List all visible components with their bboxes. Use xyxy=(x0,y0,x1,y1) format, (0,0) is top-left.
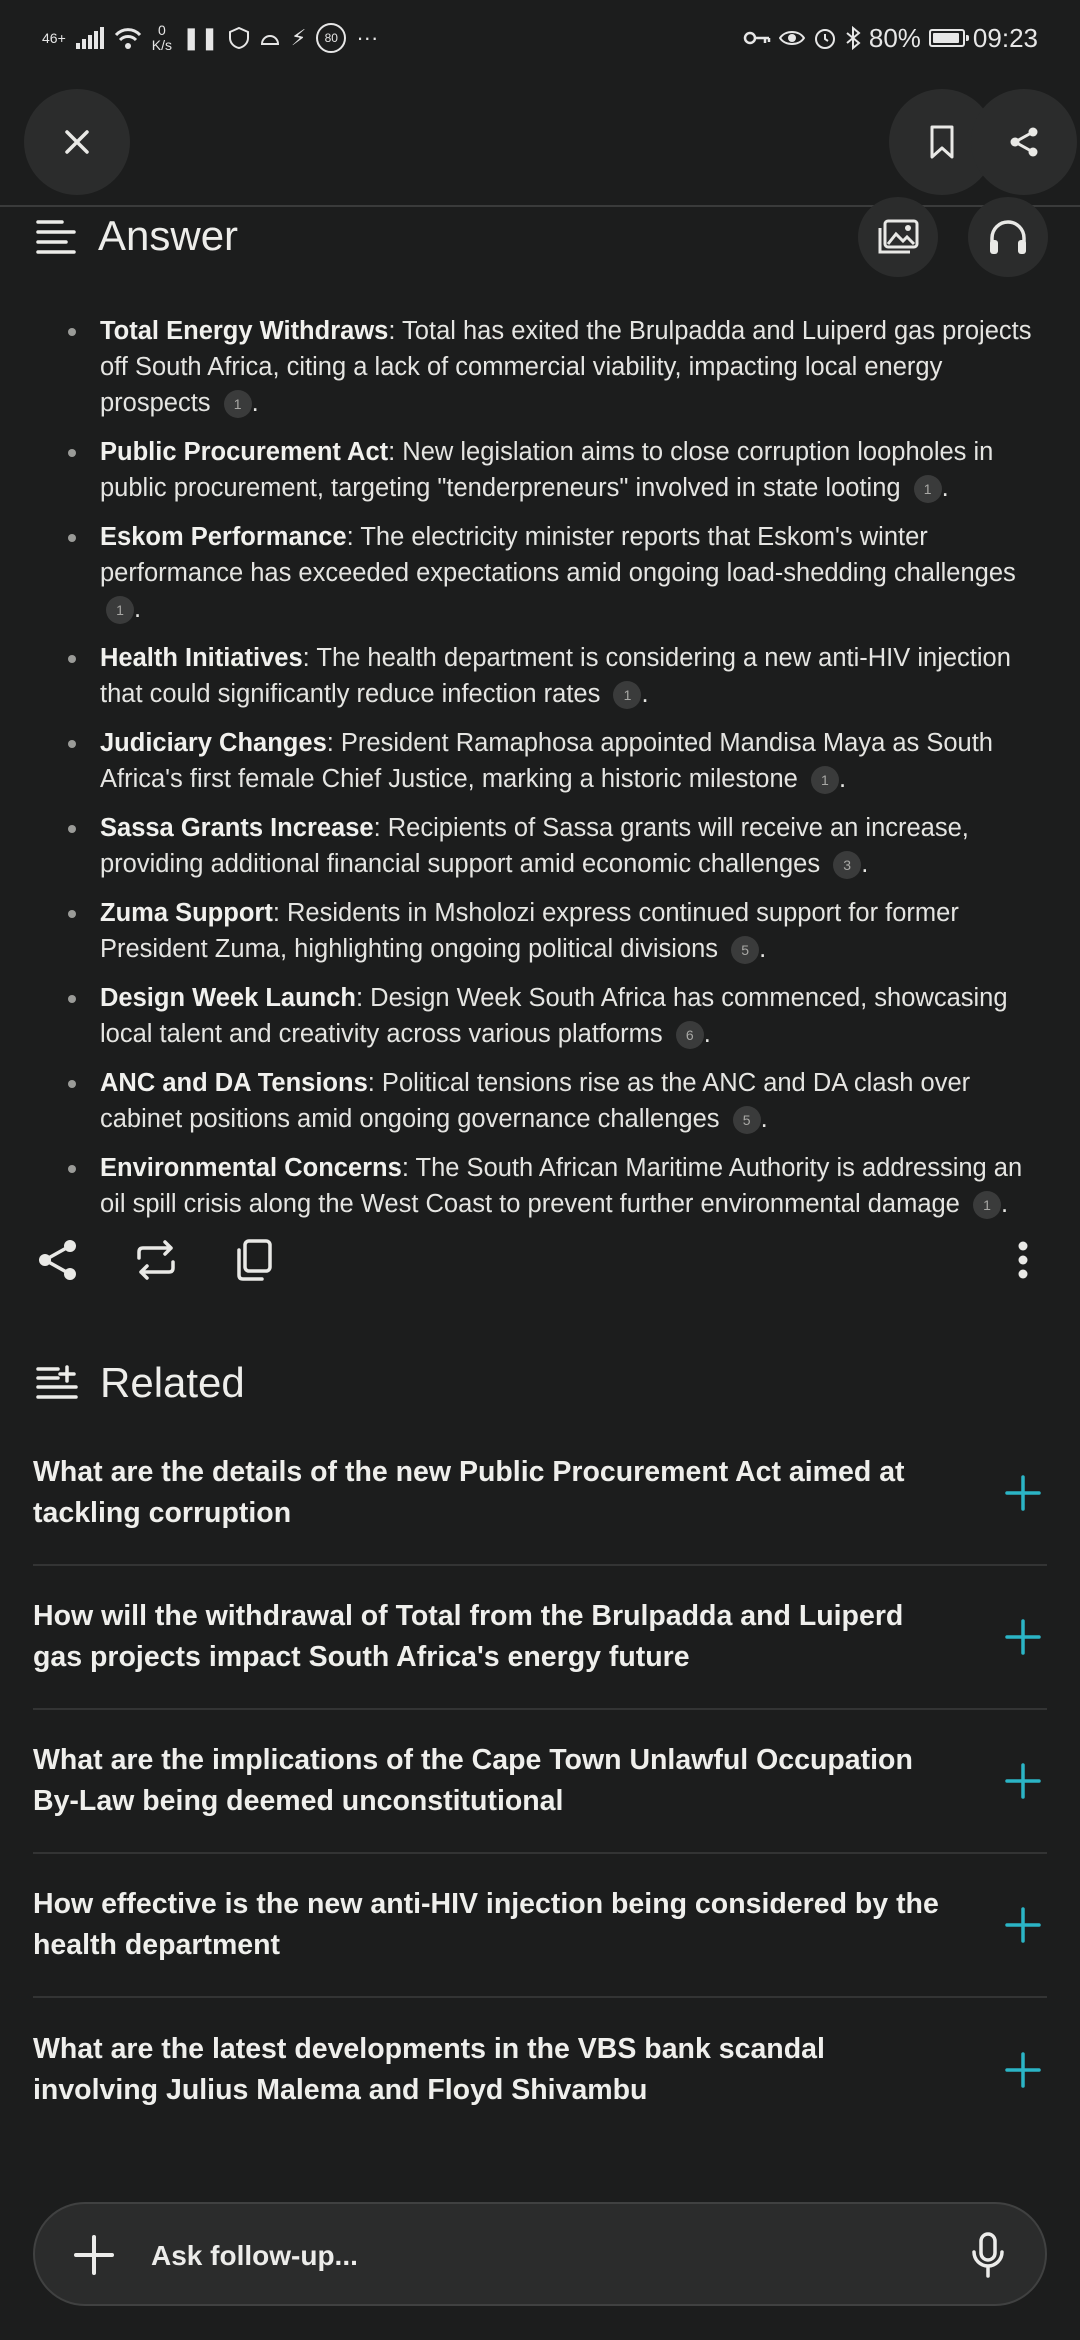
battery-level xyxy=(933,33,959,43)
related-question: How will the withdrawal of Total from the Brulpadda and Luiperd gas projects impact South Africa's energy future xyxy=(33,1600,904,1673)
plus-icon xyxy=(1003,2050,1043,2090)
status-bar xyxy=(0,0,1080,72)
citation-badge[interactable]: 3 xyxy=(833,851,861,879)
copy-button[interactable] xyxy=(222,1228,286,1292)
citation-badge[interactable]: 1 xyxy=(973,1191,1001,1219)
copy-icon xyxy=(234,1238,274,1282)
item-text: : Total has exited the Brulpadda and Luiperd gas projects off South Africa, citing a lack of commercial viability, impacting local energy prospects xyxy=(100,317,1032,417)
citation-badge[interactable]: 1 xyxy=(224,390,252,418)
status-right xyxy=(743,18,1038,58)
list-item: ANC and DA Tensions: Political tensions rise as the ANC and DA clash over cabinet positions amid ongoing governance challenges 5 . xyxy=(66,1065,1046,1137)
pause-icon: ❚❚ xyxy=(181,25,219,50)
list-item: Design Week Launch: Design Week South Africa has commenced, showcasing local talent and creativity across various platforms 6 . xyxy=(66,980,1046,1052)
rewrite-button[interactable] xyxy=(124,1228,188,1292)
listen-button[interactable] xyxy=(968,197,1048,277)
item-title: Judiciary Changes xyxy=(100,729,327,757)
list-item: Eskom Performance: The electricity minister reports that Eskom's winter performance has exceeded expectations amid ongoing load-shedding challenges 1 . xyxy=(66,519,1046,627)
bolt-icon: ⚡ xyxy=(290,25,307,50)
citation-badge[interactable]: 5 xyxy=(731,936,759,964)
share-button-top[interactable] xyxy=(971,89,1077,195)
citation-badge[interactable]: 1 xyxy=(914,475,942,503)
clock: 09:23 xyxy=(972,22,1038,53)
more-vertical-icon xyxy=(1017,1240,1029,1280)
list-item: Total Energy Withdraws: Total has exited the Brulpadda and Luiperd gas projects off South Africa, citing a lack of commercial viability, impacting local energy prospects 1 . xyxy=(66,313,1046,421)
bookmark-icon xyxy=(927,124,957,160)
related-item[interactable] xyxy=(33,1710,1047,1854)
status-left xyxy=(42,18,378,58)
item-title: Sassa Grants Increase xyxy=(100,814,374,842)
list-item: Judiciary Changes: President Ramaphosa appointed Mandisa Maya as South Africa's first female Chief Justice, marking a historic milestone 1 . xyxy=(66,725,1046,797)
answer-header xyxy=(36,200,238,272)
key-icon xyxy=(743,28,771,48)
list-item: Public Procurement Act: New legislation aims to close corruption loopholes in public procurement, targeting "tenderpreneurs" involved in state looting 1 . xyxy=(66,434,1046,506)
share-icon xyxy=(36,1238,80,1282)
item-title: Environmental Concerns xyxy=(100,1154,402,1182)
alarm-icon xyxy=(813,26,837,50)
related-header xyxy=(36,1350,245,1416)
citation-badge[interactable]: 6 xyxy=(676,1021,704,1049)
plus-icon xyxy=(1003,1905,1043,1945)
item-text: : New legislation aims to close corruption loopholes in public procurement, targeting "tenderpreneurs" involved in state looting xyxy=(100,438,994,502)
citation-badge[interactable]: 1 xyxy=(811,766,839,794)
mic-icon xyxy=(971,2232,1005,2278)
list-item: Health Initiatives: The health department is considering a new anti-HIV injection that could significantly reduce infection rates 1 . xyxy=(66,640,1046,712)
item-title: Zuma Support xyxy=(100,899,273,927)
eye-icon xyxy=(779,28,805,48)
item-title: Design Week Launch xyxy=(100,984,357,1012)
item-text: : President Ramaphosa appointed Mandisa Maya as South Africa's first female Chief Justice, marking a historic milestone xyxy=(100,729,993,793)
related-item[interactable] xyxy=(33,1998,1047,2142)
item-text: : Design Week South Africa has commenced, showcasing local talent and creativity across various platforms xyxy=(100,984,1008,1048)
wifi-icon xyxy=(114,27,142,49)
item-text: : Political tensions rise as the ANC and DA clash over cabinet positions amid ongoing governance challenges xyxy=(100,1069,971,1133)
item-title: Total Energy Withdraws xyxy=(100,317,389,345)
signal-icon xyxy=(76,27,104,49)
plus-icon xyxy=(1003,1761,1043,1801)
share-answer-button[interactable] xyxy=(26,1228,90,1292)
notif-badge-icon: 80 xyxy=(316,23,346,53)
images-button[interactable] xyxy=(858,197,938,277)
related-question: What are the implications of the Cape Town Unlawful Occupation By-Law being deemed unconstitutional xyxy=(33,1744,913,1817)
headphones-icon xyxy=(987,218,1029,256)
related-item[interactable] xyxy=(33,1422,1047,1566)
item-text: : The health department is considering a new anti-HIV injection that could significantly reduce infection rates xyxy=(100,644,1011,708)
network-type: 46+ xyxy=(42,29,66,46)
related-question: How effective is the new anti-HIV injection being considered by the health department xyxy=(33,1888,939,1961)
citation-badge[interactable]: 1 xyxy=(613,681,641,709)
item-text: : Residents in Msholozi express continued support for former President Zuma, highlighting ongoing political divisions xyxy=(100,899,959,963)
net-speed: 0 K/s xyxy=(151,22,172,53)
follow-up-bar xyxy=(33,2202,1047,2306)
mic-button[interactable] xyxy=(961,2228,1015,2282)
list-item: Sassa Grants Increase: Recipients of Sassa grants will receive an increase, providing additional financial support amid economic challenges 3 . xyxy=(66,810,1046,882)
answer-list xyxy=(66,313,1046,1235)
citation-badge[interactable]: 5 xyxy=(733,1106,761,1134)
answer-title: Answer xyxy=(98,212,239,259)
related-item[interactable] xyxy=(33,1854,1047,1998)
share-icon xyxy=(1007,125,1041,159)
related-list-icon xyxy=(36,1365,78,1401)
shield-icon xyxy=(229,27,249,49)
list-item: Zuma Support: Residents in Msholozi express continued support for former President Zuma, highlighting ongoing political divisions 5 . xyxy=(66,895,1046,967)
item-text: : The electricity minister reports that Eskom's winter performance has exceeded expectations amid ongoing load-shedding challenges xyxy=(100,523,1016,587)
item-text: : The South African Maritime Authority is addressing an oil spill crisis along the West Coast to prevent further environmental damage xyxy=(100,1154,1023,1218)
battery-icon xyxy=(929,29,965,47)
battery-percent: 80% xyxy=(868,22,921,53)
list-item: Environmental Concerns: The South African Maritime Authority is addressing an oil spill crisis along the West Coast to prevent further environmental damage 1 . xyxy=(66,1150,1046,1222)
item-title: Eskom Performance xyxy=(100,523,347,551)
close-icon xyxy=(62,127,92,157)
related-question: What are the latest developments in the VBS bank scandal involving Julius Malema and Floyd Shivambu xyxy=(33,2033,825,2106)
plus-icon xyxy=(1003,1473,1043,1513)
repeat-icon xyxy=(133,1240,179,1280)
close-button[interactable] xyxy=(24,89,130,195)
related-title: Related xyxy=(100,1359,245,1406)
related-question: What are the details of the new Public Procurement Act aimed at tackling corruption xyxy=(33,1456,905,1529)
follow-up-input[interactable] xyxy=(149,2232,853,2280)
images-icon xyxy=(876,218,920,256)
more-options-button[interactable] xyxy=(991,1228,1055,1292)
citation-badge[interactable]: 1 xyxy=(106,596,134,624)
attach-plus-icon[interactable] xyxy=(69,2230,119,2280)
bluetooth-icon xyxy=(845,26,861,50)
more-notifs-icon: ··· xyxy=(356,25,379,50)
cloud-icon xyxy=(259,29,281,47)
related-item[interactable] xyxy=(33,1566,1047,1710)
answer-lines-icon xyxy=(36,218,76,254)
item-text: : Recipients of Sassa grants will receive an increase, providing additional financial support amid economic challenges xyxy=(100,814,969,878)
plus-icon xyxy=(1003,1617,1043,1657)
item-title: Public Procurement Act xyxy=(100,438,389,466)
item-title: Health Initiatives xyxy=(100,644,303,672)
item-title: ANC and DA Tensions xyxy=(100,1069,368,1097)
